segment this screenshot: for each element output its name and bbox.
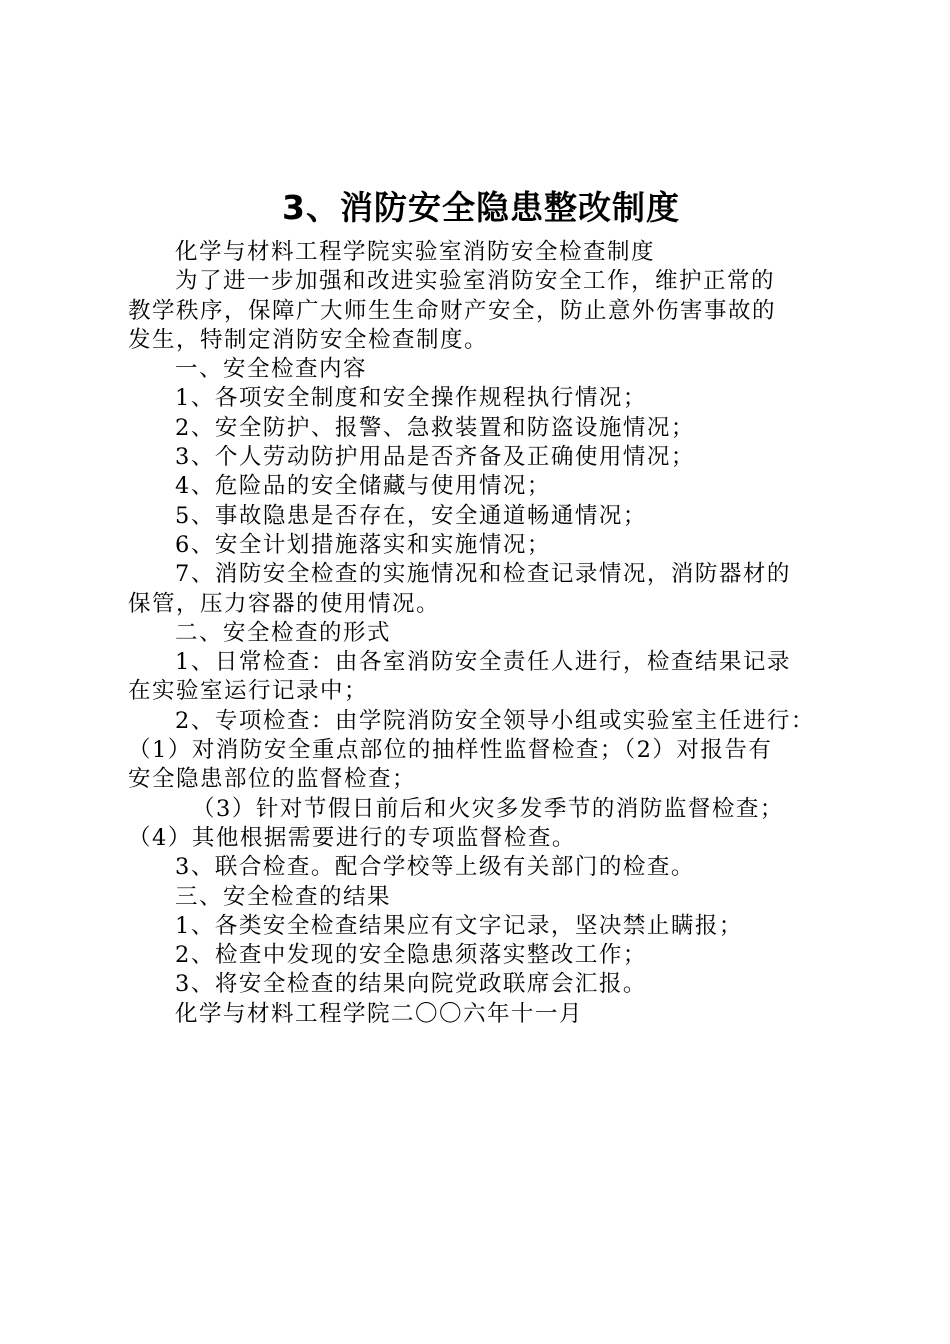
- section-2-item-2: [128, 707, 834, 795]
- section-2-item-2-continued: [128, 795, 834, 854]
- section-1-item-7: [128, 560, 834, 619]
- section-2-item-1-line-1: 1、日常检查：由各室消防安全责任人进行，检查结果记录: [175, 649, 791, 676]
- section-1-item-6: 6、安全计划措施落实和实施情况；: [175, 531, 551, 558]
- document-body: [128, 238, 834, 1029]
- intro-line-1: 为了进一步加强和改进实验室消防安全工作，维护正常的: [175, 268, 776, 295]
- section-1-heading: 一、安全检查内容: [175, 356, 368, 383]
- section-2-item-2-cont-line-2: （4）其他根据需要进行的专项监督检查。: [128, 824, 576, 851]
- section-1-item-7-line-2: 保管，压力容器的使用情况。: [128, 590, 441, 617]
- intro-line-3: 发生，特制定消防安全检查制度。: [128, 326, 489, 353]
- subtitle-paragraph: 化学与材料工程学院实验室消防安全检查制度: [175, 239, 656, 265]
- section-2-item-2-cont-line-1: （3）针对节假日前后和火灾多发季节的消防监督检查；: [192, 795, 784, 822]
- intro-line-2: 教学秩序，保障广大师生生命财产安全，防止意外伤害事故的: [128, 297, 777, 324]
- signature-line: 化学与材料工程学院二〇〇六年十一月: [175, 1000, 584, 1027]
- section-2-item-2-line-1: 2、专项检查：由学院消防安全领导小组或实验室主任进行：: [175, 707, 815, 734]
- section-2-item-2-line-2: （1）对消防安全重点部位的抽样性监督检查；（2）对报告有: [128, 737, 773, 764]
- intro-paragraph: [128, 267, 834, 355]
- section-1-item-7-line-1: 7、消防安全检查的实施情况和检查记录情况，消防器材的: [175, 561, 791, 588]
- section-1-item-2: 2、安全防护、报警、急救装置和防盗设施情况；: [175, 414, 695, 441]
- section-2-item-3: 3、联合检查。配合学校等上级有关部门的检查。: [175, 854, 695, 881]
- section-3-heading: 三、安全检查的结果: [175, 883, 392, 910]
- section-2-heading: 二、安全检查的形式: [175, 619, 392, 646]
- section-2-item-1: [128, 648, 834, 707]
- section-1-item-1: 1、各项安全制度和安全操作规程执行情况；: [175, 385, 647, 412]
- section-1-item-4: 4、危险品的安全储藏与使用情况；: [175, 473, 551, 500]
- document-page: [128, 180, 834, 1029]
- section-2-item-2-line-3: 安全隐患部位的监督检查；: [128, 766, 417, 793]
- document-title: 3、消防安全隐患整改制度: [282, 188, 680, 227]
- section-3-item-1: 1、各类安全检查结果应有文字记录，坚决禁止瞒报；: [175, 912, 743, 939]
- section-3-item-3: 3、将安全检查的结果向院党政联席会汇报。: [175, 971, 647, 998]
- section-3-item-2: 2、检查中发现的安全隐患须落实整改工作；: [175, 942, 647, 969]
- section-1-item-3: 3、个人劳动防护用品是否齐备及正确使用情况；: [175, 444, 695, 471]
- section-1-item-5: 5、事故隐患是否存在，安全通道畅通情况；: [175, 502, 647, 529]
- section-2-item-1-line-2: 在实验室运行记录中；: [128, 678, 369, 705]
